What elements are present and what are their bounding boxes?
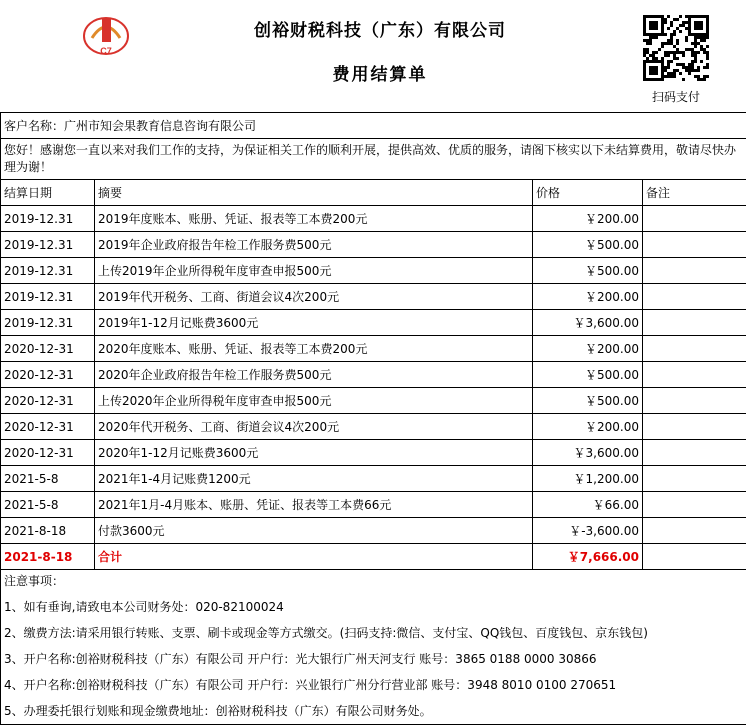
row-date: 2020-12-31 — [1, 336, 95, 362]
customer-name: 广州市知会果教育信息咨询有限公司 — [64, 119, 257, 133]
note-item: 4、开户名称:创裕财税科技（广东）有限公司 开户行：兴业银行广州分行营业部 账号：3948 8010 0100 270651 — [4, 678, 617, 692]
row-note — [643, 440, 746, 466]
row-price: ￥3,600.00 — [533, 310, 643, 336]
table-row — [1, 310, 746, 336]
row-date: 2021-8-18 — [1, 518, 95, 544]
col-header-date: 结算日期 — [1, 180, 95, 206]
row-price: ￥500.00 — [533, 258, 643, 284]
row-note — [643, 336, 746, 362]
row-note — [643, 388, 746, 414]
row-desc: 2019年1-12月记账费3600元 — [95, 310, 533, 336]
notes-section — [0, 568, 746, 725]
row-note — [643, 310, 746, 336]
row-price: ￥3,600.00 — [533, 440, 643, 466]
table-row — [1, 284, 746, 310]
note-item: 5、办理委托银行划账和现金缴费地址：创裕财税科技（广东）有限公司财务处。 — [4, 704, 432, 718]
row-desc: 2021年1月-4月账本、账册、凭证、报表等工本费66元 — [95, 492, 533, 518]
row-date: 2019-12.31 — [1, 206, 95, 232]
table-row — [1, 336, 746, 362]
row-desc: 2020年1-12月记账费3600元 — [95, 440, 533, 466]
row-date: 2019-12.31 — [1, 310, 95, 336]
row-price: ￥66.00 — [533, 492, 643, 518]
row-date: 2020-12-31 — [1, 388, 95, 414]
total-price: ￥7,666.00 — [533, 544, 643, 570]
greeting-row — [1, 139, 746, 180]
row-price: ￥1,200.00 — [533, 466, 643, 492]
table-row — [1, 518, 746, 544]
qr-label: 扫码支付 — [651, 90, 700, 104]
row-date: 2019-12.31 — [1, 232, 95, 258]
table-row — [1, 388, 746, 414]
row-date: 2019-12.31 — [1, 258, 95, 284]
row-date: 2020-12-31 — [1, 362, 95, 388]
col-header-price: 价格 — [533, 180, 643, 206]
row-price: ￥200.00 — [533, 284, 643, 310]
row-price: ￥-3,600.00 — [533, 518, 643, 544]
row-note — [643, 206, 746, 232]
row-desc: 2020年度账本、账册、凭证、报表等工本费200元 — [95, 336, 533, 362]
total-row — [1, 544, 746, 570]
row-desc: 付款3600元 — [95, 518, 533, 544]
row-date: 2020-12-31 — [1, 440, 95, 466]
note-item: 1、如有垂询,请致电本公司财务处：020-82100024 — [4, 600, 284, 614]
row-note — [643, 232, 746, 258]
document-title: 费用结算单 — [332, 65, 428, 85]
col-header-desc: 摘要 — [95, 180, 533, 206]
note-item: 3、开户名称:创裕财税科技（广东）有限公司 开户行：光大银行广州天河支行 账号：3865 0188 0000 30866 — [4, 652, 597, 666]
row-note — [643, 414, 746, 440]
table-row — [1, 466, 746, 492]
total-note — [643, 544, 746, 570]
table-row — [1, 440, 746, 466]
company-logo-icon — [80, 10, 132, 58]
company-name: 创裕财税科技（广东）有限公司 — [254, 21, 506, 41]
row-desc: 2020年企业政府报告年检工作服务费500元 — [95, 362, 533, 388]
customer-label: 客户名称： — [4, 119, 65, 133]
row-note — [643, 466, 746, 492]
row-note — [643, 258, 746, 284]
row-price: ￥500.00 — [533, 388, 643, 414]
row-date: 2021-5-8 — [1, 492, 95, 518]
notes-heading: 注意事项： — [4, 574, 65, 588]
total-date: 2021-8-18 — [1, 544, 95, 570]
row-price: ￥500.00 — [533, 232, 643, 258]
total-label: 合计 — [95, 544, 533, 570]
table-row — [1, 362, 746, 388]
row-desc: 上传2019年企业所得税年度审查申报500元 — [95, 258, 533, 284]
row-desc: 2020年代开税务、工商、街道会议4次200元 — [95, 414, 533, 440]
customer-row — [1, 113, 746, 139]
row-price: ￥500.00 — [533, 362, 643, 388]
table-row — [1, 414, 746, 440]
greeting-text: 您好！感谢您一直以来对我们工作的支持，为保证相关工作的顺利开展，提供高效、优质的服务，请阁下核实以下未结算费用，敬请尽快办理为谢！ — [1, 139, 746, 180]
row-note — [643, 362, 746, 388]
row-desc: 2021年1-4月记账费1200元 — [95, 466, 533, 492]
table-row — [1, 206, 746, 232]
table-row — [1, 492, 746, 518]
row-desc: 上传2020年企业所得税年度审查申报500元 — [95, 388, 533, 414]
row-desc: 2019年企业政府报告年检工作服务费500元 — [95, 232, 533, 258]
row-date: 2020-12-31 — [1, 414, 95, 440]
row-price: ￥200.00 — [533, 206, 643, 232]
row-price: ￥200.00 — [533, 414, 643, 440]
row-date: 2021-5-8 — [1, 466, 95, 492]
column-header-row — [1, 180, 746, 206]
row-note — [643, 284, 746, 310]
row-note — [643, 518, 746, 544]
row-desc: 2019年度账本、账册、凭证、报表等工本费200元 — [95, 206, 533, 232]
row-note — [643, 492, 746, 518]
note-item: 2、缴费方法:请采用银行转账、支票、刷卡或现金等方式缴交。(扫码支持:微信、支付宝、QQ钱包、百度钱包、京东钱包) — [4, 626, 648, 640]
col-header-note: 备注 — [643, 180, 746, 206]
row-desc: 2019年代开税务、工商、街道会议4次200元 — [95, 284, 533, 310]
document-header — [0, 0, 746, 110]
table-row — [1, 258, 746, 284]
table-row — [1, 232, 746, 258]
qr-code-icon[interactable] — [640, 12, 712, 84]
logo-text: C7 — [100, 46, 112, 56]
row-date: 2019-12.31 — [1, 284, 95, 310]
settlement-table — [0, 112, 746, 570]
row-price: ￥200.00 — [533, 336, 643, 362]
